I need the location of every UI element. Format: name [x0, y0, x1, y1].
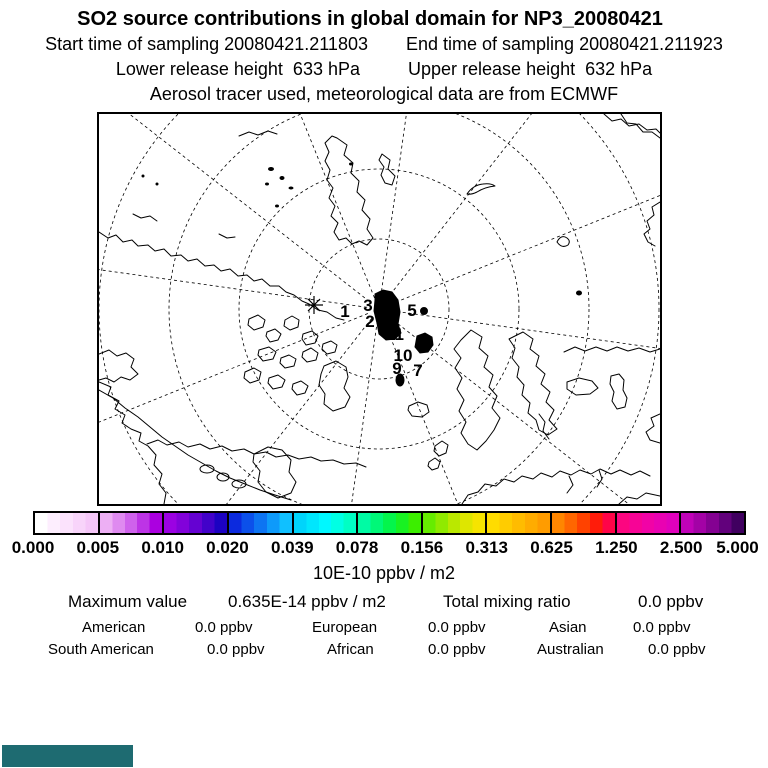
- end-time-text: End time of sampling 20080421.211923: [405, 34, 723, 54]
- release-point-number: 11: [386, 325, 404, 344]
- source-label-australian: Australian: [537, 641, 604, 658]
- colorbar-unit-label: 10E-10 ppbv / m2: [312, 563, 456, 583]
- source-label-european: European: [312, 619, 378, 636]
- colorbar-tick-row: [11, 538, 759, 558]
- colorbar-segment: [550, 513, 615, 533]
- colorbar-segment: [98, 513, 163, 533]
- polar-map-svg: [99, 114, 660, 504]
- start-time-text: Start time of sampling 20080421.211803: [45, 34, 368, 54]
- release-point-number: 2: [365, 312, 375, 331]
- colorbar-tick-label: 0.020: [206, 538, 249, 557]
- tracer-note-text: Aerosol tracer used, meteorological data are from ECMWF: [149, 84, 619, 104]
- colorbar-tick-label: 0.010: [141, 538, 184, 557]
- polar-map: [97, 112, 662, 506]
- colorbar-segment: [615, 513, 680, 533]
- release-point-number: 7: [413, 361, 423, 380]
- colorbar-segment: [227, 513, 292, 533]
- release-point-number: 5: [407, 301, 417, 320]
- colorbar-tick-label: 5.000: [716, 538, 759, 557]
- total-mixing-ratio-label: Total mixing ratio: [443, 592, 571, 611]
- colorbar-tick-label: 1.250: [595, 538, 638, 557]
- source-label-african: African: [327, 641, 374, 658]
- release-point-number: 10: [393, 346, 413, 365]
- max-value-label: Maximum value: [68, 592, 188, 611]
- source-label-american: American: [82, 619, 146, 636]
- colorbar-tick-label: 0.313: [465, 538, 508, 557]
- release-point-number: 9: [392, 359, 402, 378]
- colorbar-segment: [485, 513, 550, 533]
- source-value-australian: 0.0 ppbv: [648, 641, 706, 658]
- colorbar-tick-label: 0.078: [335, 538, 379, 557]
- release-point-number: 3: [363, 296, 373, 315]
- sampling-time-line: [0, 34, 768, 55]
- lower-release-text: Lower release height 633 hPa: [115, 59, 360, 79]
- footer-color-swatch: [2, 745, 133, 767]
- colorbar-tick-label: 0.156: [400, 538, 444, 557]
- colorbar-tick-label: 0.625: [530, 538, 573, 557]
- source-label-asian: Asian: [549, 619, 587, 636]
- release-height-line: [0, 59, 768, 80]
- colorbar-segment: [421, 513, 486, 533]
- colorbar-segment: [292, 513, 357, 533]
- release-point-number: 1: [340, 302, 350, 321]
- colorbar-tick-label: 0.039: [270, 538, 314, 557]
- source-value-american: 0.0 ppbv: [195, 619, 253, 636]
- figure-title: SO2 source contributions in global domain for NP3_20080421: [77, 8, 663, 30]
- colorbar-segment: [35, 513, 98, 533]
- colorbar-tick-label: 0.005: [76, 538, 120, 557]
- colorbar-tick-label: 2.500: [659, 538, 703, 557]
- colorbar-segment: [679, 513, 744, 533]
- colorbar-segment: [162, 513, 227, 533]
- source-value-south-american: 0.0 ppbv: [207, 641, 265, 658]
- upper-release-text: Upper release height 632 hPa: [408, 59, 653, 79]
- max-value-number: 0.635E-14 ppbv / m2: [228, 592, 386, 611]
- source-value-asian: 0.0 ppbv: [633, 619, 691, 636]
- tracer-note-line: [0, 84, 768, 105]
- total-mixing-ratio-value: 0.0 ppbv: [638, 592, 704, 611]
- colorbar: [33, 511, 746, 535]
- colorbar-tick-label: 0.000: [11, 538, 55, 557]
- colorbar-segment: [356, 513, 421, 533]
- source-value-european: 0.0 ppbv: [428, 619, 486, 636]
- source-value-african: 0.0 ppbv: [428, 641, 486, 658]
- source-label-south-american: South American: [48, 641, 154, 658]
